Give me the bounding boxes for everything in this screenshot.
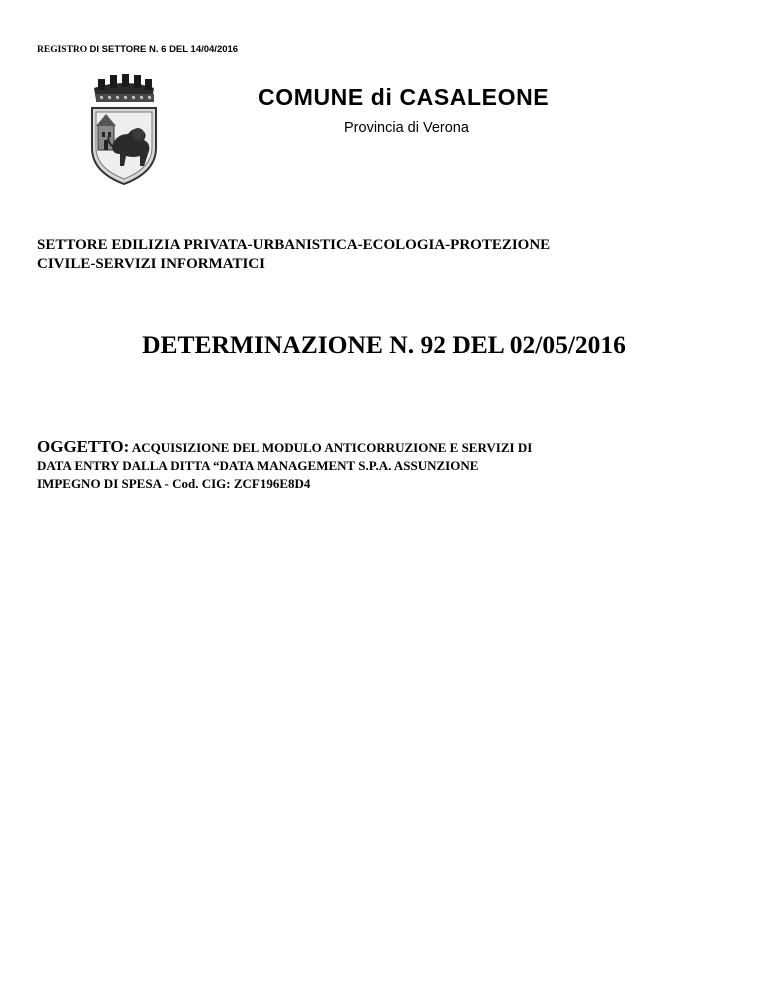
settore-line: CIVILE-SERVIZI INFORMATICI xyxy=(37,256,265,272)
oggetto-line: DATA ENTRY DALLA DITTA “DATA MANAGEMENT S.P.A. ASSUNZIONE xyxy=(37,458,479,473)
registro-header xyxy=(37,44,238,55)
provincia-subtitle: Provincia di Verona xyxy=(344,120,469,136)
determinazione-title: DETERMINAZIONE N. 92 DEL 02/05/2016 xyxy=(142,330,626,359)
oggetto-line: ACQUISIZIONE DEL MODULO ANTICORRUZIONE E SERVIZI DI xyxy=(131,440,533,455)
coat-of-arms-icon xyxy=(82,74,166,186)
oggetto-label: OGGETTO: xyxy=(37,437,130,456)
registro-prefix: REGISTRO xyxy=(37,45,88,55)
settore-heading xyxy=(37,236,727,274)
settore-line: SETTORE EDILIZIA PRIVATA-URBANISTICA-ECOLOGIA-PROTEZIONE xyxy=(37,237,551,253)
oggetto-block xyxy=(37,438,737,493)
oggetto-line: IMPEGNO DI SPESA - Cod. CIG: ZCF196E8D4 xyxy=(37,476,311,491)
registro-details: DI SETTORE N. 6 DEL 14/04/2016 xyxy=(89,44,239,55)
comune-title: COMUNE di CASALEONE xyxy=(258,84,550,110)
